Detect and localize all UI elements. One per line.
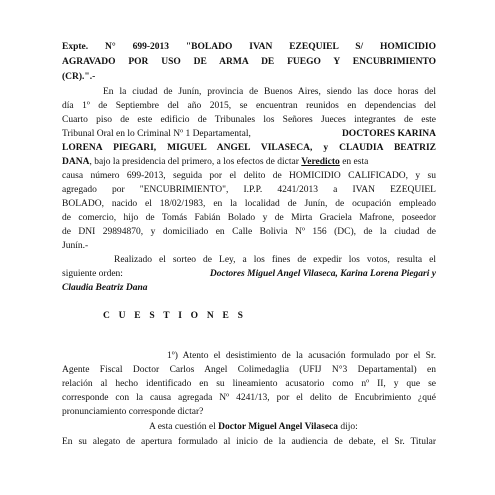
case-header-line-1: Expte. N° 699-2013 "BOLADO IVAN EZEQUIEL S/ HOMICIDIO	[62, 42, 436, 52]
paragraph-2-line-2	[62, 268, 436, 280]
cuestiones-heading: C U E S T I O N E S	[103, 311, 247, 321]
paragraph-2-line-3: Claudia Beatriz Dana	[62, 283, 148, 293]
question-1-line-2: Agente Fiscal Doctor Carlos Angel Colimedaglia (UFIJ N°3 Departamental) en	[62, 365, 436, 375]
paragraph-1-line-2: día 1º de Septiembre del año 2015, se encuentran reunidos en dependencias del	[62, 101, 436, 111]
presidency-text: , bajo la presidencia del primero, a los efectos de dictar	[89, 157, 302, 167]
judge-name-end: DANA	[62, 157, 90, 167]
paragraph-1-line-12: Junín.-	[62, 241, 89, 251]
speaking-judge-name: Doctor Miguel Angel Vilaseca	[218, 422, 339, 432]
case-header-line-3: (CR).".-	[62, 72, 96, 82]
paragraph-1-line-5: LORENA PIEGARI, MIGUEL ANGEL VILASECA, y CLAUDIA BEATRIZ	[62, 143, 436, 153]
judges-order-names: Doctores Miguel Angel Vilaseca, Karina Lorena Piegari y	[209, 269, 436, 279]
paragraph-2-line-1: Realizado el sorteo de Ley, a los fines de expedir los votos, resulta el	[114, 255, 436, 265]
paragraph-3-line-1	[149, 421, 358, 433]
paragraph-1-line-11: de DNI 29894870, y domiciliado en Calle Bolivia Nº 156 (DC), de la ciudad de	[62, 227, 436, 237]
paragraph-3-line-2: En su alegato de apertura formulado al inicio de la audiencia de debate, el Sr. Titular	[62, 437, 436, 447]
paragraph-1-line-4	[62, 128, 436, 140]
question-1-line-1: 1º) Atento el desistimiento de la acusación formulado por el Sr.	[167, 351, 436, 361]
question-1-line-5: pronunciamiento corresponde dictar?	[62, 407, 204, 417]
order-label: siguiente orden:	[62, 269, 123, 279]
tribunal-text: Tribunal Oral en lo Criminal Nº 1 Departamental,	[62, 129, 251, 139]
dijo-text: dijo:	[338, 422, 358, 432]
veredicto-word: Veredicto	[301, 157, 340, 167]
case-header-line-2: AGRAVADO POR USO DE ARMA DE FUEGO Y ENCUBRIMIENTO	[62, 57, 436, 67]
paragraph-1-line-8: agregado por "ENCUBRIMIENTO", I.P.P. 4241/2013 a IVAN EZEQUIEL	[62, 185, 436, 195]
paragraph-1-line-6	[62, 156, 436, 168]
paragraph-1-line-10: de comercio, hijo de Tomás Fabián Bolado y de Mirta Graciela Mafrone, poseedor	[62, 213, 436, 223]
paragraph-1-line-9: BOLADO, nacido el 18/02/1983, en la localidad de Junín, de ocupación empleado	[62, 199, 436, 209]
paragraph-1-line-1: En la ciudad de Junín, provincia de Buenos Aires, siendo las doce horas del	[103, 87, 436, 97]
paragraph-1-line-3: Cuarto piso de este edificio de Tribunales los Señores Jueces integrantes de este	[62, 115, 436, 125]
question-intro-text: A esta cuestión el	[149, 422, 219, 432]
paragraph-1-line-7: causa número 699-2013, seguida por el delito de HOMICIDIO CALIFICADO, y su	[62, 171, 436, 181]
en-esta-text: en esta	[339, 157, 369, 167]
judges-names-start: DOCTORES KARINA	[341, 129, 436, 139]
question-1-line-3: relación al hecho identificado en su lineamiento acusatorio como nº II, y que se	[62, 379, 436, 389]
question-1-line-4: corresponde con la causa agregada Nº 4241/13, por el delito de Encubrimiento ¿qué	[62, 393, 436, 403]
